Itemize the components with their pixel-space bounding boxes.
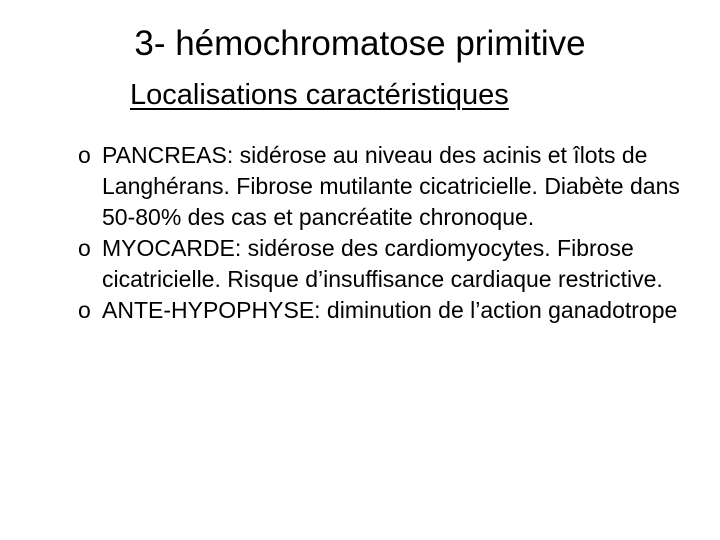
bullet-pancreas xyxy=(78,140,688,233)
bullet-text-ante-hypophyse: ANTE-HYPOPHYSE: diminution de l’action ganadotrope xyxy=(102,297,678,323)
bullet-myocarde xyxy=(78,233,688,295)
slide-title: 3- hémochromatose primitive xyxy=(134,24,586,63)
bullet-marker: o xyxy=(78,235,91,261)
slide-subtitle: Localisations caractéristiques xyxy=(130,79,509,111)
bullet-text-myocarde: MYOCARDE: sidérose des cardiomyocytes. Fibrose cicatricielle. Risque d’insuffisance cardiaque restrictive. xyxy=(102,235,663,292)
bullet-marker: o xyxy=(78,142,91,168)
bullet-ante-hypophyse xyxy=(78,295,688,326)
bullet-list xyxy=(78,140,688,326)
bullet-marker: o xyxy=(78,297,91,323)
bullet-text-pancreas: PANCREAS: sidérose au niveau des acinis et îlots de Langhérans. Fibrose mutilante cicatricielle. Diabète dans 50-80% des cas et pancréatite chronoque. xyxy=(102,142,680,230)
